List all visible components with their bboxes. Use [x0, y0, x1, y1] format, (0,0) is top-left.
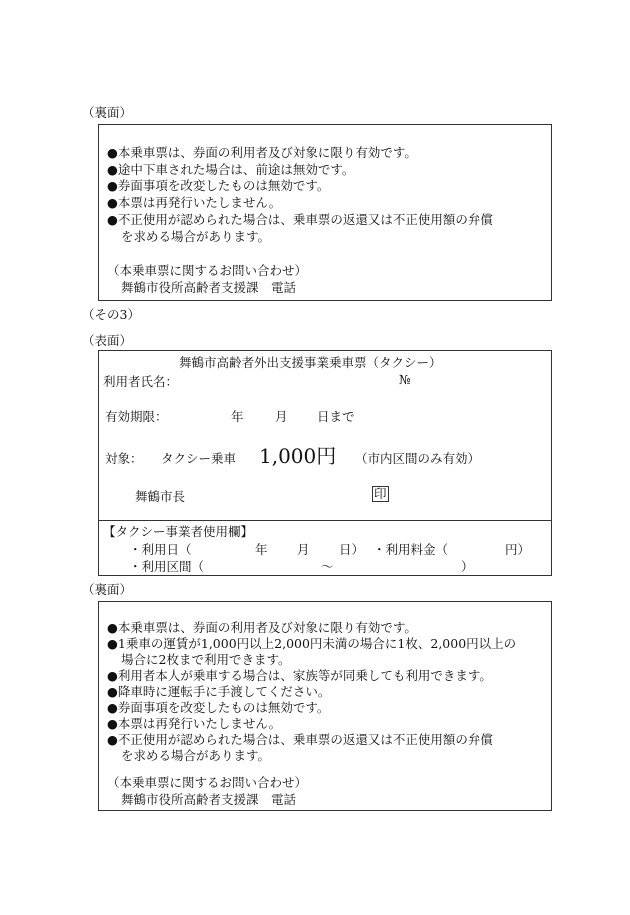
back-notice-box — [98, 124, 552, 301]
ticket-amount: 1,000円 — [259, 444, 337, 468]
use-date-year: 年 — [255, 542, 268, 557]
contact-department: 舞鶴市役所高齢者支援課 電話 — [121, 792, 297, 807]
use-date-label: ・利用日（ — [129, 542, 192, 557]
notice-item: ●1乗車の運賃が1,000円以上2,000円未満の場合に1枚、2,000円以上の — [107, 636, 517, 651]
notice-item: ●不正使用が認められた場合は、乗車票の返還又は不正使用額の弁償 — [107, 212, 493, 227]
fee-unit: 円） — [505, 542, 531, 557]
fee-label: ・利用料金（ — [373, 542, 449, 557]
notice-item-continued: を求める場合があります。 — [121, 229, 271, 244]
amount-note: （市内区間のみ有効） — [355, 451, 481, 466]
route-separator: ～ — [321, 559, 334, 574]
target-type: タクシー乗車 — [161, 451, 237, 466]
validity-year: 年 — [231, 409, 244, 424]
notice-item-continued: 場合に2枚まで利用できます。 — [121, 652, 291, 667]
front-label: （表面） — [82, 333, 133, 348]
notice-item: ●途中下車された場合は、前途は無効です。 — [107, 162, 355, 177]
ticket-front — [98, 350, 552, 576]
notice-item: ●本乗車票は、券面の利用者及び対象に限り有効です。 — [107, 145, 417, 160]
back-label: （裏面） — [82, 582, 133, 597]
contact-label: （本乗車票に関するお問い合わせ） — [107, 775, 308, 790]
notice-item: ●券面事項を改変したものは無効です。 — [107, 700, 330, 715]
notice-item: ●本乗車票は、券面の利用者及び対象に限り有効です。 — [107, 620, 417, 635]
notice-item: ●券面事項を改変したものは無効です。 — [107, 178, 330, 193]
notice-item-continued: を求める場合があります。 — [121, 748, 271, 763]
contact-label: （本乗車票に関するお問い合わせ） — [107, 263, 308, 278]
seal-text: 印 — [374, 486, 387, 501]
mayor-label: 舞鶴市長 — [135, 489, 186, 504]
validity-day: 日まで — [317, 409, 355, 424]
back-notice-box — [98, 601, 552, 811]
target-label: 対象： — [105, 451, 143, 466]
route-label: ・利用区間（ — [129, 559, 205, 574]
validity-label: 有効期限： — [105, 409, 168, 424]
notice-item: ●不正使用が認められた場合は、乗車票の返還又は不正使用額の弁償 — [107, 732, 493, 747]
use-date-day: 日） — [339, 542, 365, 557]
ticket-number-label: № — [399, 372, 411, 387]
use-date-month: 月 — [297, 542, 310, 557]
seal-stamp — [372, 486, 389, 502]
ticket-title: 舞鶴市高齢者外出支援事業乗車票（タクシー） — [179, 355, 442, 370]
back-label: （裏面） — [82, 105, 133, 120]
contact-department: 舞鶴市役所高齢者支援課 電話 — [121, 280, 297, 295]
validity-month: 月 — [275, 409, 288, 424]
notice-item: ●降車時に運転手に手渡してください。 — [107, 684, 331, 699]
notice-item: ●利用者本人が乗車する場合は、家族等が同乗しても利用できます。 — [107, 668, 492, 683]
notice-item: ●本票は再発行いたしません。 — [107, 195, 282, 210]
operator-section-header: 【タクシー事業者使用欄】 — [103, 524, 254, 539]
notice-item: ●本票は再発行いたしません。 — [107, 716, 282, 731]
section-label: （その3） — [82, 307, 140, 322]
user-name-label: 利用者氏名： — [103, 374, 179, 389]
section-divider — [99, 520, 551, 521]
route-close: ） — [461, 559, 474, 574]
